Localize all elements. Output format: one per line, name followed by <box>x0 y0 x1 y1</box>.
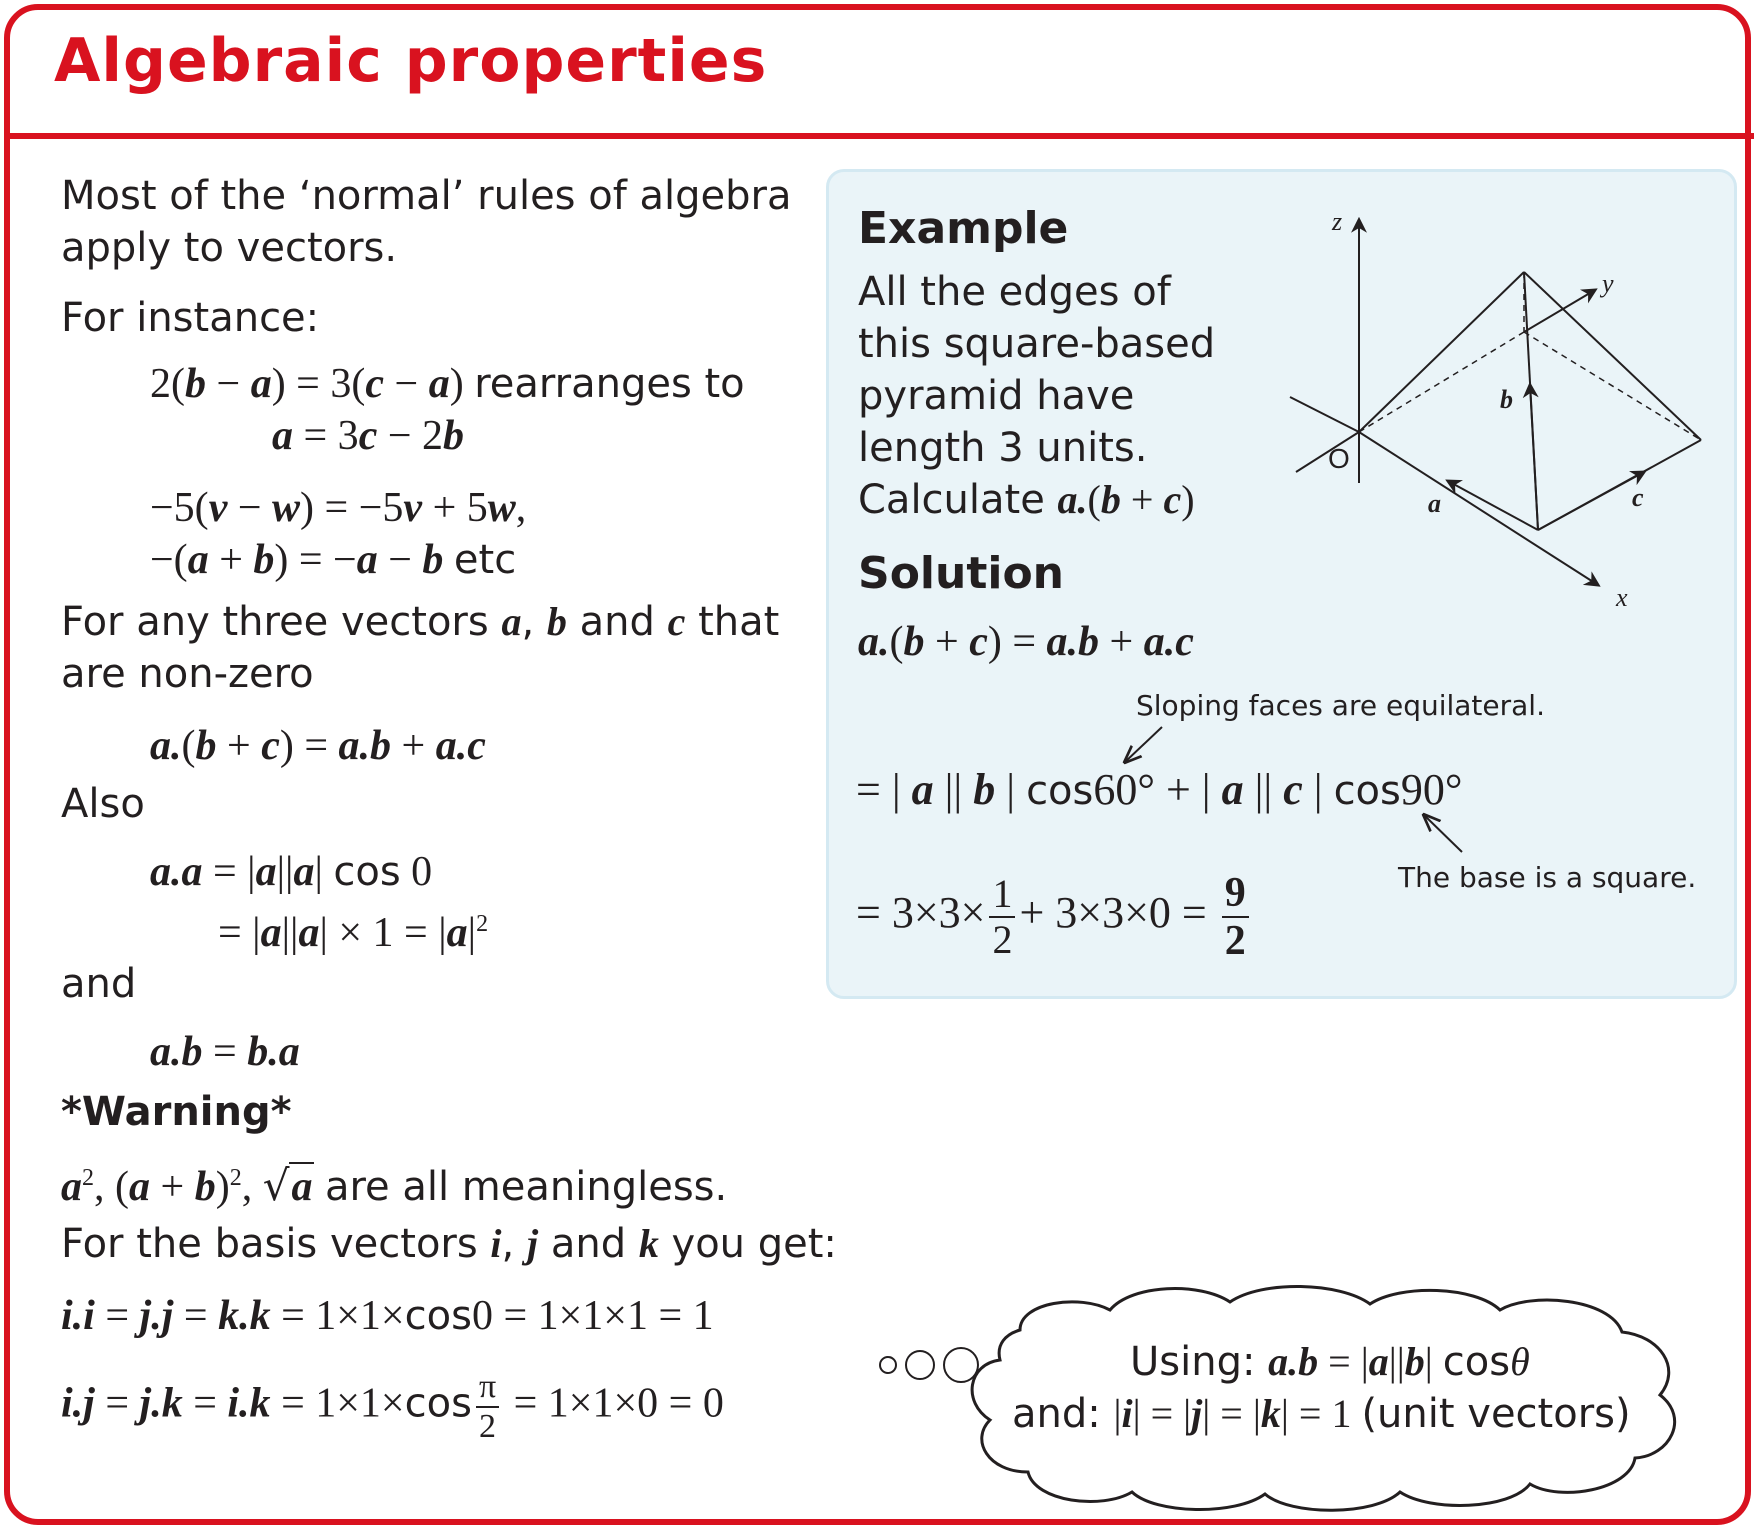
example-line-4: length 3 units. <box>858 425 1148 471</box>
cloud-unit-vectors: (unit vectors) <box>1361 1391 1631 1437</box>
solution-step-1: a.(b + c) = a.b + a.c <box>858 619 1194 665</box>
thought-bubble-medium <box>906 1351 934 1379</box>
title-divider <box>4 133 1754 139</box>
three-vectors-and: and <box>579 599 655 645</box>
example-line-2: this square-based <box>858 321 1216 367</box>
cos-text-3: cos <box>404 1380 472 1427</box>
axis-y-label: y <box>1602 269 1614 298</box>
equation-commutative: a.b = b.a <box>150 1029 300 1075</box>
equation-distributive-dot: a.(b + c) = a.b + a.c <box>150 723 486 769</box>
vector-c-arrow <box>1538 472 1644 530</box>
pyramid-diagram <box>1280 200 1720 620</box>
example-line-5: Calculate a.(b + c) <box>858 477 1195 523</box>
cos-text-6: cos <box>1442 1339 1511 1385</box>
y-axis <box>1524 290 1595 332</box>
three-vectors-post: that <box>698 599 780 645</box>
etc-text: etc <box>453 537 517 583</box>
intro-line-2: apply to vectors. <box>61 225 398 271</box>
cloud-and: and: <box>1012 1391 1101 1437</box>
thought-bubble-small <box>880 1357 896 1373</box>
basis-post: you get: <box>671 1221 837 1267</box>
cloud-using: Using: <box>1130 1339 1256 1385</box>
cos-text-4: cos <box>1026 768 1094 814</box>
cos-text-1: cos <box>333 849 401 895</box>
equation-result-a: a = 3c − 2b <box>272 413 465 459</box>
solution-heading: Solution <box>858 548 1064 599</box>
note-sloping-faces: Sloping faces are equilateral. <box>1136 689 1545 722</box>
vector-a-arrow <box>1448 481 1538 530</box>
for-instance-label: For instance: <box>61 295 320 341</box>
basis-vectors-line: For the basis vectors i, j and k you get: <box>61 1221 837 1267</box>
result-numerator: 9 <box>1222 872 1249 918</box>
axis-z-label: z <box>1332 207 1343 236</box>
warning-heading: *Warning* <box>61 1089 292 1135</box>
also-label: Also <box>61 781 145 827</box>
equation-self-dot: a.a = |a||a| cos 0 <box>150 849 433 895</box>
equation-basis-same: i.i = j.j = k.k = 1×1×cos0 = 1×1×1 = 1 <box>61 1293 714 1339</box>
origin-label: O <box>1328 443 1350 474</box>
x-axis <box>1359 432 1598 585</box>
axis-x-label: x <box>1616 583 1628 612</box>
vector-b-label: b <box>1500 385 1513 414</box>
vector-a-label: a <box>1428 489 1441 518</box>
cos-text-2: cos <box>404 1293 472 1339</box>
edge-hidden-right <box>1524 332 1701 440</box>
note-base-square: The base is a square. <box>1398 861 1697 894</box>
x-axis-negative <box>1290 397 1359 432</box>
equation-basis-perp: i.j = j.k = i.k = 1×1×cos $\frac{\pi}{2}$ = 1×1×0 = 0 <box>61 1368 724 1445</box>
rearranges-to-text: rearranges to <box>474 361 745 407</box>
calculate-text: Calculate <box>858 477 1045 523</box>
three-vectors-pre: For any three vectors <box>61 599 489 645</box>
solution-step-2: = | a || b | cos60° + | a || c | cos90° <box>856 765 1463 814</box>
cloud-line-2: and: |i| = |j| = |k| = 1 (unit vectors) <box>1012 1391 1631 1437</box>
basis-pre: For the basis vectors <box>61 1221 478 1267</box>
non-zero-line: are non-zero <box>61 651 314 697</box>
equation-distribute: −5(v − w) = −5v + 5w, <box>150 485 527 531</box>
edge-hidden-o <box>1359 332 1524 432</box>
result-denominator: 2 <box>1224 917 1246 964</box>
page-title: Algebraic properties <box>54 26 768 96</box>
example-line-3: pyramid have <box>858 373 1135 419</box>
basis-and: and <box>550 1221 627 1267</box>
thought-bubble-large <box>944 1348 978 1382</box>
vector-c-label: c <box>1632 483 1644 512</box>
equation-self-dot-2: = $|a||a| \times 1 = |a|^2$ <box>218 910 489 956</box>
equation-negate: −(a + b) = −a − b etc <box>150 537 517 583</box>
vector-b-arrow <box>1530 385 1538 530</box>
equation-rearrange: 2(b − a) = 3(c − a) rearranges to <box>150 361 745 407</box>
warning-expression: $a^2$, $(a + b)^2$, √a are all meaningless. <box>61 1161 728 1210</box>
meaningless-text: are all meaningless. <box>324 1164 728 1210</box>
intro-line-1: Most of the ‘normal’ rules of algebra <box>61 173 792 219</box>
cloud-line-1: Using: a.b = |a||b| cosθ <box>1130 1339 1530 1385</box>
three-vectors-line: For any three vectors a, b and c that <box>61 599 780 645</box>
example-line-1: All the edges of <box>858 269 1171 315</box>
cos-text-5: cos <box>1333 768 1401 814</box>
example-heading: Example <box>858 203 1069 254</box>
and-label: and <box>61 961 137 1007</box>
solution-step-3: = 3×3× $\frac{1}{2}$ + 3×3×0 = $\frac{9}{2}$ <box>856 868 1253 962</box>
